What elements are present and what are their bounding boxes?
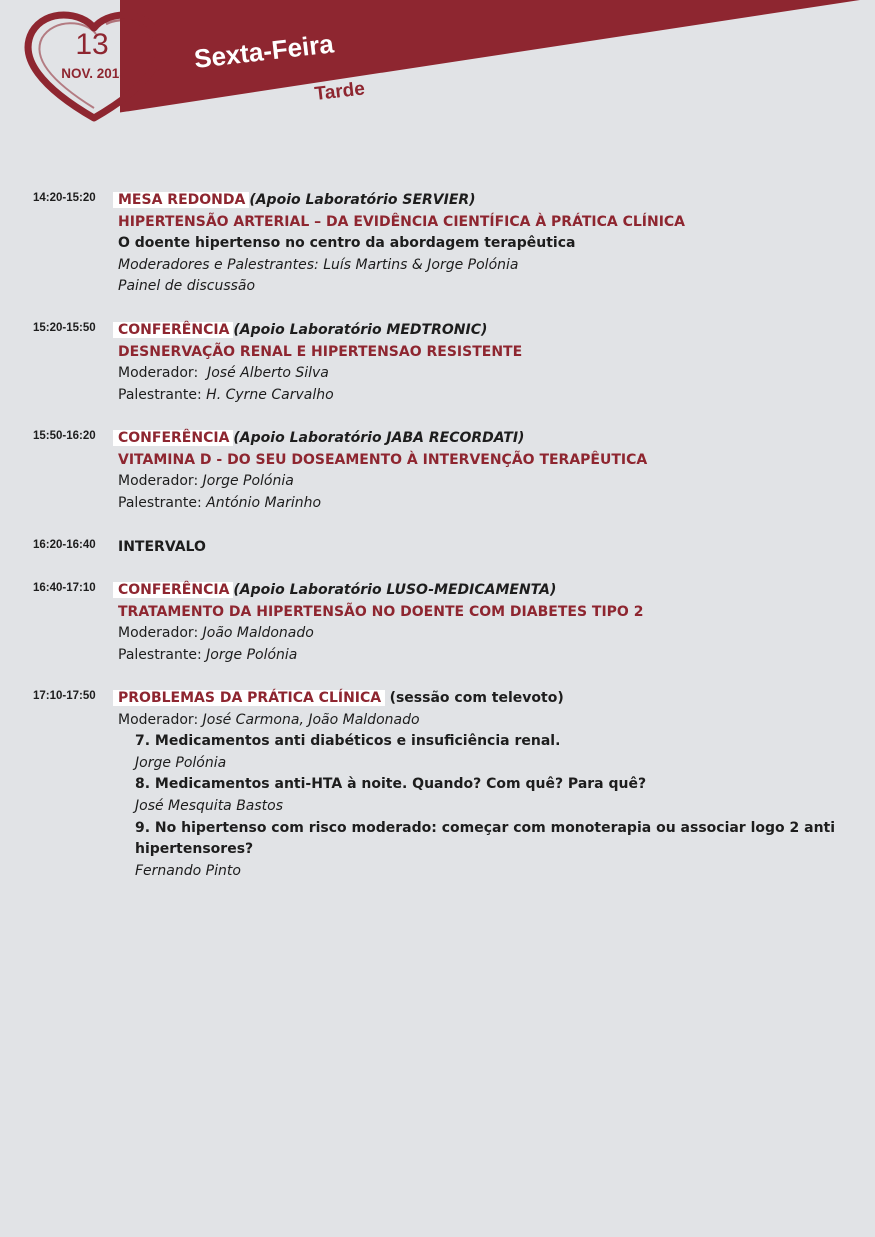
session-sponsor: (Apoio Laboratório MEDTRONIC) bbox=[233, 322, 488, 338]
session-title: HIPERTENSÃO ARTERIAL – DA EVIDÊNCIA CIENTÍFICA À PRÁTICA CLÍNICA bbox=[118, 213, 686, 230]
session-time: 15:50-16:20 bbox=[33, 430, 96, 442]
moderator-label: Moderador: bbox=[118, 625, 199, 642]
date-month-year: NOV. 2015 bbox=[61, 66, 127, 81]
session-sponsor: (Apoio Laboratório JABA RECORDATI) bbox=[233, 430, 525, 446]
session-type-badge: CONFERÊNCIA bbox=[113, 322, 233, 338]
session-moderator-line bbox=[113, 623, 643, 645]
session-title: TRATAMENTO DA HIPERTENSÃO NO DOENTE COM DIABETES TIPO 2 bbox=[118, 603, 644, 620]
question-item: 7. Medicamentos anti diabéticos e insuficiência renal. bbox=[135, 733, 561, 750]
day-title: Sexta-Feira bbox=[192, 28, 336, 75]
question-speaker: José Mesquita Bastos bbox=[135, 797, 284, 814]
session-sponsor: (Apoio Laboratório SERVIER) bbox=[249, 192, 476, 208]
date-day: 13 bbox=[75, 28, 109, 61]
moderator-name: Jorge Polónia bbox=[202, 473, 294, 490]
session-time: 14:20-15:20 bbox=[33, 192, 96, 204]
session-type-badge: MESA REDONDA bbox=[113, 192, 249, 208]
speaker-label: Palestrante: bbox=[118, 386, 202, 403]
session-speaker-line bbox=[113, 645, 643, 667]
session-sponsor: (Apoio Laboratório LUSO-MEDICAMENTA) bbox=[233, 582, 557, 598]
session-subtitle: O doente hipertenso no centro da abordagem terapêutica bbox=[118, 235, 576, 252]
question-speaker: Jorge Polónia bbox=[135, 754, 227, 771]
question-item-continued: hipertensores? bbox=[135, 841, 254, 858]
session-moderator-line bbox=[113, 710, 835, 732]
moderator-label: Moderador: bbox=[118, 473, 199, 490]
session-time: 15:20-15:50 bbox=[33, 322, 96, 334]
session-speaker-line bbox=[113, 385, 522, 407]
moderator-name: José Carmona, João Maldonado bbox=[202, 711, 420, 728]
speaker-label: Palestrante: bbox=[118, 646, 202, 663]
moderator-name: José Alberto Silva bbox=[207, 365, 329, 382]
speaker-label: Palestrante: bbox=[118, 494, 202, 511]
session-panel: Painel de discussão bbox=[118, 278, 256, 295]
speaker-name: H. Cyrne Carvalho bbox=[206, 386, 334, 403]
moderator-name: João Maldonado bbox=[202, 625, 314, 642]
session-time: 17:10-17:50 bbox=[33, 690, 96, 702]
question-item: 8. Medicamentos anti-HTA à noite. Quando? Com quê? Para quê? bbox=[135, 776, 647, 793]
session-type-badge: CONFERÊNCIA bbox=[113, 582, 233, 598]
question-speaker: Fernando Pinto bbox=[135, 862, 241, 879]
moderator-label: Moderador: bbox=[118, 711, 199, 728]
speaker-name: Jorge Polónia bbox=[206, 646, 298, 663]
session-title: VITAMINA D - DO SEU DOSEAMENTO À INTERVENÇÃO TERAPÊUTICA bbox=[118, 451, 648, 468]
session-type-badge: CONFERÊNCIA bbox=[113, 430, 233, 446]
session-title: DESNERVAÇÃO RENAL E HIPERTENSAO RESISTENTE bbox=[118, 343, 523, 360]
session-title: INTERVALO bbox=[118, 539, 206, 555]
speaker-name: António Marinho bbox=[206, 494, 322, 511]
session-moderators-speakers: Moderadores e Palestrantes: Luís Martins & Jorge Polónia bbox=[118, 256, 519, 273]
session-note: (sessão com televoto) bbox=[389, 690, 564, 706]
session-moderator-line bbox=[113, 363, 522, 385]
session-type-badge: PROBLEMAS DA PRÁTICA CLÍNICA bbox=[113, 690, 385, 706]
session-time: 16:40-17:10 bbox=[33, 582, 96, 594]
question-item: 9. No hipertenso com risco moderado: começar com monoterapia ou associar logo 2 anti bbox=[135, 819, 836, 836]
moderator-label: Moderador: bbox=[118, 365, 199, 382]
period-label: Tarde bbox=[313, 78, 366, 106]
session-time: 16:20-16:40 bbox=[33, 539, 96, 551]
session-speaker-line bbox=[113, 493, 647, 515]
session-moderator-line bbox=[113, 471, 647, 493]
